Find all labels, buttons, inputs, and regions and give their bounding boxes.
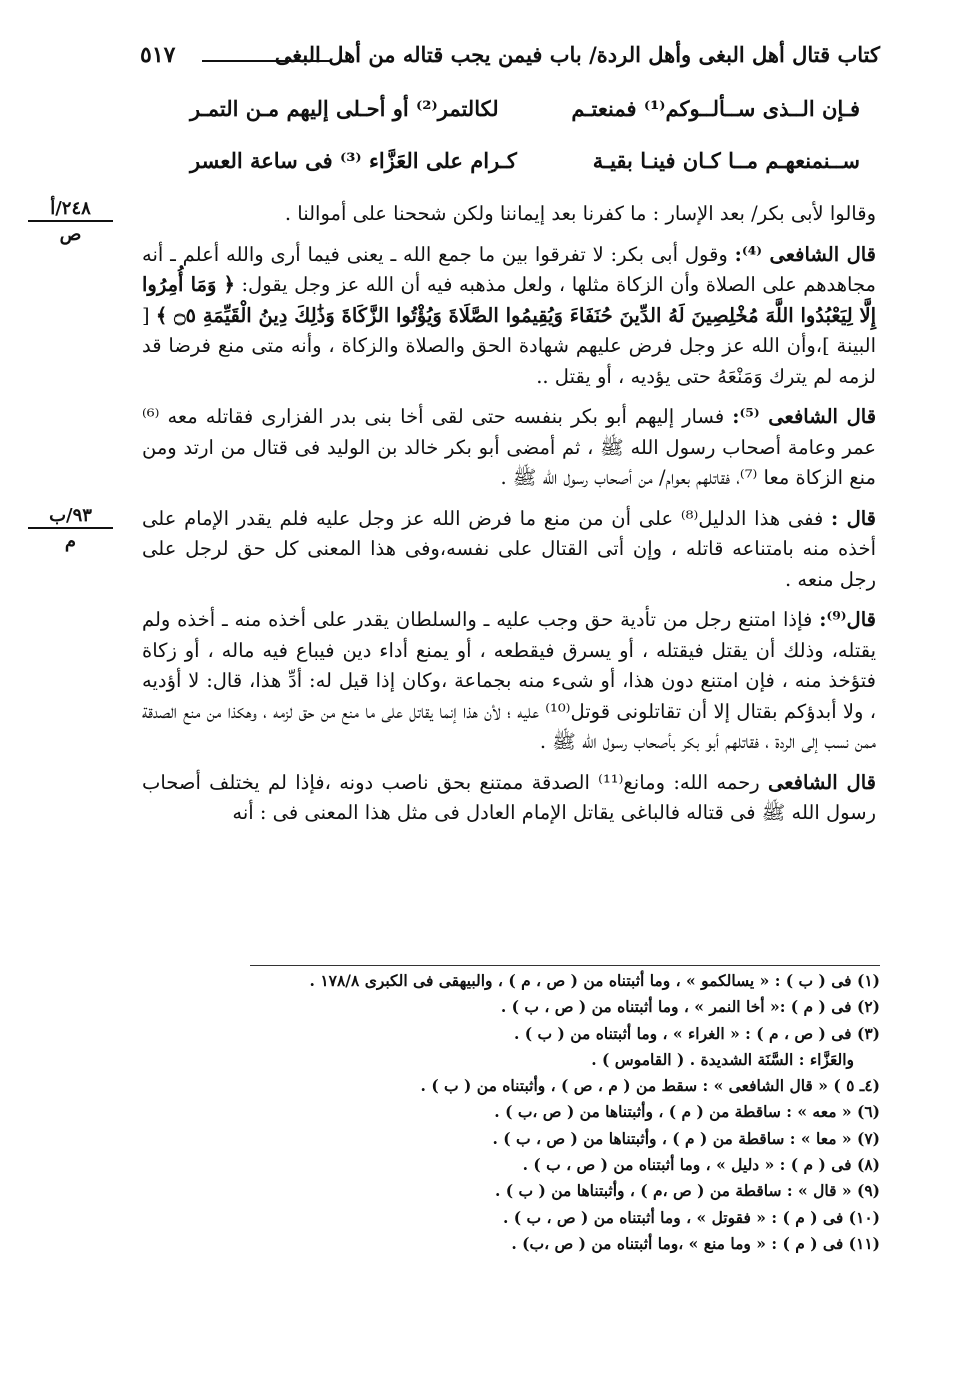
footnote-gloss: والعَزَّاء : السَّنَة الشديدة . ( القاموس ) . — [591, 1049, 854, 1069]
footnote: (١) فى ( ب ) : « يسالكمو » ، وما أثبتناه من ( ص ، م ) ، والبيهقى فى الكبرى ١٧٨/٨ . — [309, 971, 880, 990]
paragraph-lead: قال الشافعى ⁽⁴⁾: — [734, 242, 876, 266]
paragraph-text: وقالوا لأبى بكر/ بعد الإسار : ما كفرنا بعد إيماننا ولكن شححنا على أموالنا . — [284, 202, 876, 225]
footnote: (٩) « قال » : ساقطة من ( ص ،م ) ، وأثبتناها من ( ب ) . — [494, 1181, 880, 1201]
paragraph-lead: قال الشافعى ⁽⁵⁾: — [732, 405, 877, 428]
paragraph-text: فإذا امتنع رجل من تأدية حق وجب عليه ـ والسلطان يقدر على أخذه منه ـ أخذه ولم يقتله، وذلك أن يقتل فيقتله ، أو يسرق فيقطعه ، أو يمنع أداء دين فيباع فيه ماله ، أو زكاة فتؤخذ منه ، فإن امتنع دون هذا، أو شىء منه بجماعة ،وكان إذا قيل له: أدِّ هذا، قال: لا أؤديه ، ولا أبدؤكم بقتال إلا أن تقاتلونى قوتل⁽¹⁰⁾ عليه ؛ لأن هذا إنما يقاتل على ما منع من حق لزمه ، وهكذا من منع الصدقة ممن نسب إلى الردة ، فقاتلهم أبو بكر بأصحاب رسول الله ﷺ . — [142, 608, 876, 753]
footnote: (٤ـ ٥ ) « قال الشافعى » : سقط من ( م ، ص ) ، وأثبتناه من ( ب ) . — [420, 1076, 880, 1096]
paragraph — [142, 402, 876, 494]
margin-note-manuscript: م — [64, 531, 77, 552]
footnote: (٨) فى ( م ) : « دليل » ، وما أثبتناه من ( ص ، ب ) . — [522, 1155, 880, 1175]
header-rule — [202, 60, 332, 62]
margin-note-2 — [28, 505, 113, 552]
margin-note-folio: ٢٤٨/أ — [28, 198, 113, 222]
quran-verse: ﴿ وَمَا أُمِرُوا إِلَّا لِيَعْبُدُوا اللَّهَ مُخْلِصِينَ لَهُ الدِّينَ حُنَفَاءَ وَيُقِيمُوا الصَّلَاةَ وَيُؤْتُوا الزَّكَاةَ وَذَٰلِكَ دِينُ الْقَيِّمَةِ ۝٥ ﴾ — [142, 273, 877, 327]
footnote: (٢) فى ( م ) :« أخا النمر » ، وما أثبتناه من ( ص ، ب ) . — [500, 997, 880, 1017]
verse-hemistich-second: لكالتمر⁽²⁾ أو أحـلى إليهم مـن التمـر — [190, 96, 499, 121]
verse-line-1 — [190, 96, 860, 136]
footnote-divider — [250, 965, 880, 966]
footnote: (١١) فى ( م ) : « وما منع » ،وما أثبتناه من ( ص ،ب) . — [511, 1233, 880, 1253]
paragraph-lead: قال⁽⁹⁾: — [819, 608, 876, 631]
main-text — [142, 199, 876, 839]
paragraph-text-continued: [ البينة ]،وأن الله عز وجل فرض عليهم شهادة الحق والصلاة والزكاة ، وأنه متى منع فرضا قد لزمه لم يترك وَمَنْعَهُ حتى يؤديه ، أو يقتل .. — [142, 303, 876, 388]
header-title: كتاب قتال أهل البغى وأهل الردة/ باب فيمن يجب قتاله من أهل البغى — [274, 42, 880, 67]
footnotes — [250, 968, 880, 1257]
paragraph-text: رحمه الله: ومانع⁽¹¹⁾ الصدقة ممتنع بحق ناصب دونه ،فإذا لم يختلف أصحاب رسول الله ﷺ فى قتاله فالباغى يقاتل الإمام العادل فى مثل هذا المعنى فى : أنه — [142, 770, 876, 824]
paragraph — [142, 605, 876, 758]
verse-line-2 — [190, 148, 860, 188]
paragraph — [142, 768, 876, 829]
paragraph — [142, 199, 876, 230]
page-number: ٥١٧ — [140, 42, 176, 68]
paragraph-lead: قال الشافعى — [767, 770, 876, 794]
paragraph — [142, 240, 876, 393]
footnote: (٧) « معا » : ساقطة من ( م ) ، وأثبتناها من ( ص ، ب ) . — [492, 1128, 880, 1148]
margin-note-1 — [28, 198, 113, 245]
verse-hemistich-first: فـإن الــذى ســألــوكم⁽¹⁾ فمنعتـم — [571, 96, 860, 121]
margin-note-folio: ٩٣/ب — [28, 505, 113, 529]
paragraph-text: ففى هذا الدليل⁽⁸⁾ على أن من منع ما فرض الله عز وجل عليه فلم يقدر الإمام على أخذه منه بامتناعه قاتله ، وإن أتى القتال على نفسه،وفى هذا المعنى كل حق لرجل على رجل منعه . — [142, 506, 876, 591]
verse-hemistich-second: كـرام على العَزَّاء ⁽³⁾ فى ساعة العسر — [190, 148, 517, 173]
margin-note-manuscript: ص — [59, 224, 82, 245]
paragraph-text: فسار إليهم أبو بكر بنفسه حتى لقى أخا بنى بدر الفزارى فقاتله معه ⁽⁶⁾ عمر وعامة أصحاب رسول الله ﷺ ، ثم أمضى أبو بكر خالد بن الوليد فى قتال من ارتد ومن منع الزكاة معا ⁽⁷⁾، فقاتلهم بعوام/ من أصحاب رسول الله ﷺ . — [142, 405, 876, 489]
paragraph-text: وقول أبى بكر: لا تفرقوا بين ما جمع الله ـ يعنى فيما أرى والله أعلم ـ أنه مجاهدهم على الصلاة وأن الزكاة مثلها ، ولعل مذهبه فيه أن الله عز وجل يقول: — [142, 242, 876, 296]
footnote: (٣) فى ( ص ، م ) : « الغراء » ، وما أثبتناه من ( ب ) . — [514, 1023, 880, 1043]
paragraph — [142, 504, 876, 596]
verse-hemistich-first: ســنمنعهـم مــا كـان فينـا بقيـة — [592, 148, 860, 173]
footnote: (١٠) فى ( م ) : « فقوتل » ، وما أثبتناه من ( ص ، ب ) . — [503, 1207, 880, 1227]
paragraph-lead: قال : — [831, 506, 877, 530]
footnote: (٦) « معه » : ساقطة من ( م ) ، وأثبتناها من ( ص ،ب ) . — [494, 1102, 880, 1122]
running-header — [140, 42, 880, 76]
